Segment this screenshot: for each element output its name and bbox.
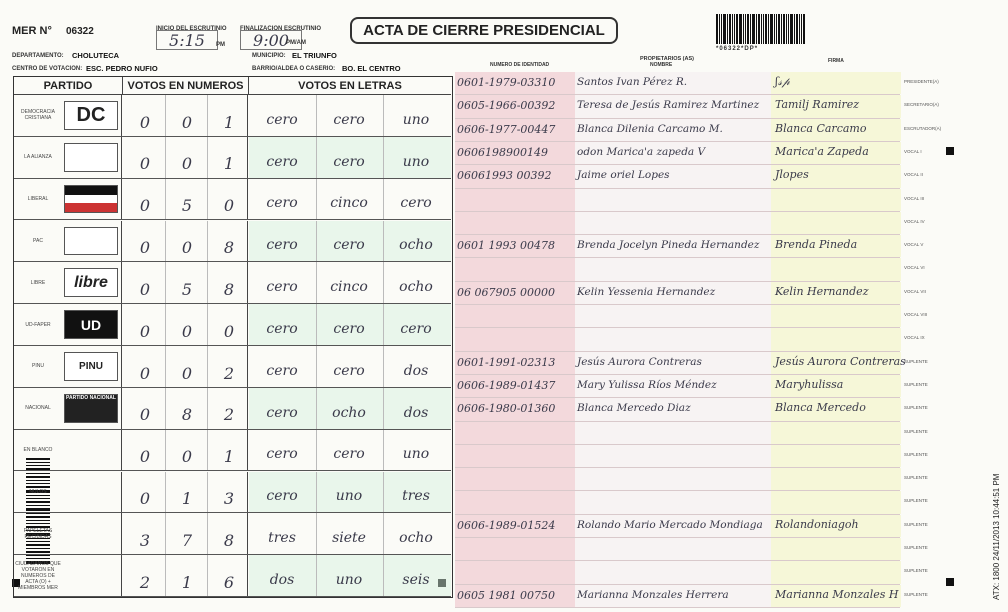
member-role: PRESIDENTE(A): [904, 79, 939, 84]
member-row: [455, 212, 900, 235]
member-row: [455, 165, 900, 188]
vote-digit: 1: [223, 447, 235, 467]
member-id: 0606-1989-01437: [457, 378, 556, 392]
vote-word: cero: [266, 488, 298, 505]
party-logo: [64, 227, 118, 256]
vote-word: dos: [403, 404, 429, 421]
id-cell: [455, 538, 575, 560]
member-row: [455, 235, 900, 258]
party-name: UD-FAPER: [25, 321, 51, 328]
vote-word: cero: [333, 362, 365, 379]
member-id: 0606-1989-01524: [457, 518, 556, 532]
party-logo: DC: [64, 101, 118, 130]
vote-digit: 1: [181, 572, 193, 592]
party-cell: [14, 555, 122, 596]
vote-digit: 0: [181, 321, 193, 341]
member-role: SUPLENTE: [904, 381, 928, 387]
vote-row: [14, 304, 451, 346]
member-id: 0606-1977-00447: [457, 122, 556, 136]
vote-digit: 0: [181, 112, 193, 132]
sign-cell: [771, 375, 901, 397]
member-id: 0601-1979-03310: [457, 76, 556, 89]
member-name: Kelin Yessenia Hernandez: [577, 285, 716, 298]
name-cell: [575, 375, 771, 397]
member-signature: Jesús Aurora Contreras: [775, 354, 906, 368]
member-signature: Blanca Carcamo: [775, 121, 867, 135]
sign-cell: [771, 305, 901, 327]
member-signature: Marianna Monzales H: [775, 587, 899, 601]
member-name: Jesús Aurora Contreras: [577, 355, 702, 368]
mer-label: MER N°: [12, 25, 52, 37]
vote-word: cero: [266, 362, 298, 379]
mer-number: 06322: [66, 26, 94, 37]
party-name: PAC: [33, 237, 43, 244]
vote-word: cero: [400, 195, 432, 212]
member-role: VOCAL III: [904, 195, 925, 201]
sign-cell: [771, 585, 901, 607]
name-cell: [575, 422, 771, 444]
member-name: Brenda Jocelyn Pineda Hernandez: [577, 239, 760, 252]
id-cell: [455, 305, 575, 327]
member-row: [455, 445, 900, 468]
vote-digit: 1: [223, 112, 235, 132]
party-name: NULOS: [29, 488, 47, 495]
vote-digit: 0: [139, 363, 151, 383]
name-cell: [575, 585, 771, 607]
vote-digit: 2: [223, 363, 235, 383]
propietarios-label: PROPIETARIOS (AS): [640, 56, 694, 62]
id-cell: [455, 515, 575, 537]
vote-word: uno: [335, 488, 363, 505]
party-name: EN BLANCO: [23, 447, 53, 454]
member-signature: ʃ𝓈𝓅: [775, 75, 790, 88]
member-row: [455, 398, 900, 421]
vote-word: cero: [400, 320, 432, 337]
start-time-value: 5:15: [156, 30, 218, 50]
sign-cell: [771, 422, 901, 444]
vote-digit: 0: [139, 489, 151, 509]
member-role: VOCAL VII: [904, 288, 926, 294]
barrio-label: BARRIO/ALDEA O CASERIO:: [252, 66, 336, 72]
sign-cell: [771, 142, 901, 164]
name-cell: [575, 119, 771, 141]
member-signature: Marica'a Zapeda: [775, 144, 869, 158]
sign-cell: [771, 282, 901, 304]
member-signature: Jlopes: [775, 168, 809, 182]
sign-cell: [771, 398, 901, 420]
member-id: 0606-1980-01360: [457, 402, 556, 416]
member-role: VOCAL VI: [904, 265, 925, 271]
member-signature: Rolandoniagoh: [775, 517, 859, 531]
vote-digit: 0: [139, 154, 151, 174]
vote-word: cero: [266, 446, 298, 463]
member-role: SUPLENTE: [904, 498, 928, 504]
vote-row: [14, 555, 451, 597]
sign-cell: [771, 445, 901, 467]
name-cell: [575, 165, 771, 187]
party-cell: [14, 262, 122, 303]
party-logo: PARTIDO NACIONAL: [64, 394, 118, 423]
sign-cell: [771, 515, 901, 537]
vote-word: dos: [403, 362, 429, 379]
vote-row: [14, 137, 451, 179]
sign-cell: [771, 72, 901, 94]
name-cell: [575, 468, 771, 490]
party-cell: [14, 513, 122, 554]
party-name: PAPELETAS RECIBIDAS: [23, 527, 53, 540]
vote-word: cero: [333, 446, 365, 463]
name-cell: [575, 398, 771, 420]
vote-word: uno: [335, 571, 363, 588]
party-name: NACIONAL: [25, 405, 51, 412]
member-id: 06 067905 00000: [457, 285, 555, 299]
member-signature: Brenda Pineda: [775, 238, 858, 252]
departamento-value: CHOLUTECA: [72, 51, 120, 60]
centro-value: ESC. PEDRO NUFIO: [86, 64, 158, 73]
sign-cell: [771, 561, 901, 583]
col-header-numeros: VOTOS EN NUMEROS: [123, 77, 249, 95]
vote-digit: 8: [223, 279, 235, 299]
member-role: SUPLENTE: [904, 451, 928, 457]
vote-digit: 5: [181, 196, 193, 216]
barcode-top: [716, 14, 806, 44]
registration-mark: [946, 578, 954, 586]
vote-word: tres: [268, 530, 296, 547]
party-cell: [14, 221, 122, 262]
vote-digit: 7: [181, 530, 193, 550]
member-role: VOCAL IV: [904, 218, 925, 224]
vote-word: cero: [266, 404, 298, 421]
member-name: Marianna Monzales Herrera: [577, 588, 729, 601]
vote-word: cero: [333, 153, 365, 170]
party-name: DEMOCRACIA CRISTIANA: [21, 109, 55, 122]
member-row: [455, 119, 900, 142]
col-header-letras: VOTOS EN LETRAS: [249, 77, 451, 95]
name-cell: [575, 235, 771, 257]
vote-digit: 2: [139, 572, 151, 592]
member-id: 0605 1981 00750: [457, 588, 555, 602]
document-title: ACTA DE CIERRE PRESIDENCIAL: [350, 17, 618, 44]
member-id: 06061993 00392: [457, 169, 552, 183]
party-logo: [64, 143, 118, 172]
member-row: [455, 328, 900, 351]
id-cell: [455, 352, 575, 374]
departamento-label: DEPARTAMENTO:: [12, 53, 64, 59]
sign-cell: [771, 468, 901, 490]
member-role: ESCRUTADOR(A): [904, 125, 942, 131]
municipio-label: MUNICIPIO:: [252, 53, 286, 59]
name-cell: [575, 538, 771, 560]
member-role: SUPLENTE: [904, 545, 928, 551]
nombre-label: NOMBRE: [650, 62, 673, 68]
member-signature: Maryhulissa: [775, 377, 844, 391]
vote-digit: 0: [181, 154, 193, 174]
id-cell: [455, 561, 575, 583]
id-cell: [455, 328, 575, 350]
name-cell: [575, 328, 771, 350]
vote-digit: 0: [181, 238, 193, 258]
party-name: LA ALIANZA: [24, 154, 52, 161]
vote-digit: 1: [223, 154, 235, 174]
vote-digit: 2: [223, 405, 235, 425]
member-role: VOCAL VIII: [904, 312, 928, 318]
start-ampm: PM: [216, 42, 225, 48]
name-cell: [575, 515, 771, 537]
member-row: [455, 282, 900, 305]
vote-row: [14, 388, 451, 430]
member-row: [455, 142, 900, 165]
vote-word: cero: [333, 320, 365, 337]
vote-row: [14, 95, 451, 137]
vote-row: [14, 221, 451, 263]
vote-digit: 8: [223, 238, 235, 258]
vote-word: cero: [266, 237, 298, 254]
id-cell: [455, 282, 575, 304]
vote-digit: 0: [139, 405, 151, 425]
vote-word: cero: [266, 111, 298, 128]
id-cell: [455, 258, 575, 280]
member-role: SUPLENTE: [904, 591, 928, 597]
vote-word: cero: [266, 153, 298, 170]
vote-word: cero: [333, 237, 365, 254]
col-header-partido: PARTIDO: [14, 77, 123, 95]
party-cell: [14, 346, 122, 387]
name-cell: [575, 95, 771, 117]
id-cell: [455, 72, 575, 94]
vote-word: uno: [402, 111, 430, 128]
member-row: [455, 561, 900, 584]
party-name: LIBERAL: [27, 196, 49, 203]
name-cell: [575, 445, 771, 467]
party-cell: [14, 472, 122, 513]
id-cell: [455, 235, 575, 257]
member-name: Jaime oriel Lopes: [577, 169, 670, 182]
registration-mark: [946, 147, 954, 155]
centro-label: CENTRO DE VOTACION:: [12, 66, 83, 72]
member-signature: Tamilj Ramirez: [775, 98, 860, 112]
member-name: Rolando Mario Mercado Mondiaga: [577, 518, 763, 531]
vote-digit: 3: [223, 489, 235, 509]
party-cell: [14, 179, 122, 220]
member-row: [455, 538, 900, 561]
member-row: [455, 375, 900, 398]
id-cell: [455, 165, 575, 187]
vote-word: uno: [402, 446, 430, 463]
member-role: SUPLENTE: [904, 428, 928, 434]
vote-word: ocho: [332, 404, 366, 421]
vote-word: uno: [402, 153, 430, 170]
vote-digit: 8: [223, 530, 235, 550]
firma-label: FIRMA: [828, 58, 844, 64]
vote-word: seis: [402, 571, 430, 588]
vote-row: [14, 179, 451, 221]
member-name: Mary Yulissa Ríos Méndez: [577, 378, 717, 391]
numero-identidad-label: NUMERO DE IDENTIDAD: [490, 62, 550, 68]
party-logo: libre: [64, 268, 118, 297]
party-cell: [14, 95, 122, 136]
member-name: odon Marica'a zapeda V: [577, 145, 706, 158]
sign-cell: [771, 189, 901, 211]
vote-row: [14, 346, 451, 388]
vote-digit: 0: [139, 447, 151, 467]
vote-digit: 5: [181, 279, 193, 299]
sign-cell: [771, 212, 901, 234]
name-cell: [575, 212, 771, 234]
member-id: 0601-1991-02313: [457, 355, 556, 369]
member-role: SUPLENTE: [904, 475, 928, 481]
member-row: [455, 422, 900, 445]
member-name: Teresa de Jesús Ramirez Martinez: [577, 99, 760, 112]
member-role: SUPLENTE: [904, 568, 928, 574]
mesa-members-list: [455, 62, 906, 602]
timestamp-stamp: ATX: 1800 24/11/2013 10:44:51 PM: [992, 473, 1001, 600]
vote-digit: 8: [181, 405, 193, 425]
sign-cell: [771, 235, 901, 257]
id-cell: [455, 468, 575, 490]
vote-word: tres: [402, 488, 430, 505]
sign-cell: [771, 258, 901, 280]
vote-digit: 0: [139, 196, 151, 216]
sign-cell: [771, 165, 901, 187]
member-row: [455, 258, 900, 281]
member-role: VOCAL I: [904, 148, 922, 154]
vote-digit: 0: [223, 321, 235, 341]
member-name: Blanca Mercedo Diaz: [577, 402, 691, 415]
member-role: SECRETARIO(A): [904, 102, 939, 108]
member-row: [455, 515, 900, 538]
vote-digit: 0: [139, 279, 151, 299]
vote-digit: 0: [139, 112, 151, 132]
id-cell: [455, 422, 575, 444]
vote-word: ocho: [399, 530, 433, 547]
party-name: CIUDADANOS QUE VOTARON EN NUMEROS DE ACTA (O) + MIEMBROS MER: [15, 560, 61, 591]
member-name: Blanca Dilenia Carcamo M.: [577, 122, 723, 135]
barrio-value: BO. EL CENTRO: [342, 64, 401, 73]
party-logo: PINU: [64, 352, 118, 381]
member-row: [455, 72, 900, 95]
member-id: 0606198900149: [457, 145, 548, 159]
name-cell: [575, 258, 771, 280]
vote-word: cero: [266, 195, 298, 212]
id-cell: [455, 398, 575, 420]
member-role: VOCAL V: [904, 242, 924, 248]
end-time-label: FINALIZACION ESCRUTINIO: [240, 26, 321, 32]
vote-digit: 0: [181, 363, 193, 383]
name-cell: [575, 72, 771, 94]
vote-digit: 0: [223, 196, 235, 216]
member-row: [455, 491, 900, 514]
party-name: PINU: [32, 363, 44, 370]
name-cell: [575, 352, 771, 374]
member-id: 0605-1966-00392: [457, 99, 556, 113]
party-cell: [14, 388, 122, 429]
name-cell: [575, 189, 771, 211]
vote-word: cero: [266, 320, 298, 337]
vote-digit: 3: [139, 530, 151, 550]
votes-table: [13, 76, 453, 598]
party-name: LIBRE: [30, 279, 46, 286]
member-row: [455, 305, 900, 328]
end-time-value: 9:00: [240, 30, 302, 50]
id-cell: [455, 445, 575, 467]
name-cell: [575, 282, 771, 304]
party-cell: [14, 430, 122, 471]
vote-word: ocho: [399, 279, 433, 296]
member-name: Santos Ivan Pérez R.: [577, 76, 688, 88]
member-role: SUPLENTE: [904, 405, 928, 411]
vote-digit: 0: [139, 321, 151, 341]
party-logo: UD: [64, 310, 118, 339]
sign-cell: [771, 538, 901, 560]
vote-word: cero: [266, 279, 298, 296]
id-cell: [455, 375, 575, 397]
party-cell: [14, 304, 122, 345]
id-cell: [455, 189, 575, 211]
party-logo: [64, 185, 118, 214]
start-time-label: INICIO DEL ESCRUTINIO: [156, 26, 227, 32]
member-row: [455, 585, 900, 608]
member-row: [455, 95, 900, 118]
vote-word: cinco: [330, 279, 368, 296]
vote-word: cero: [333, 111, 365, 128]
member-signature: Blanca Mercedo: [775, 401, 866, 415]
sign-cell: [771, 95, 901, 117]
name-cell: [575, 142, 771, 164]
member-row: [455, 468, 900, 491]
sign-cell: [771, 352, 906, 374]
sign-cell: [771, 119, 901, 141]
vote-row: [14, 472, 451, 514]
vote-digit: 0: [181, 447, 193, 467]
name-cell: [575, 305, 771, 327]
vote-row: [14, 430, 451, 472]
vote-digit: 0: [139, 238, 151, 258]
member-role: SUPLENTE: [904, 521, 928, 527]
member-role: VOCAL IX: [904, 335, 925, 341]
vote-digit: 1: [181, 489, 193, 509]
barcode-text: *06322*DP*: [716, 46, 759, 52]
id-cell: [455, 95, 575, 117]
member-role: SUPLENTE: [904, 358, 928, 364]
member-row: [455, 352, 906, 375]
name-cell: [575, 561, 771, 583]
vote-digit: 6: [223, 572, 235, 592]
sign-cell: [771, 328, 901, 350]
id-cell: [455, 119, 575, 141]
vote-row: [14, 262, 451, 304]
municipio-value: EL TRIUNFO: [292, 51, 337, 60]
vote-word: dos: [269, 571, 295, 588]
member-id: 0601 1993 00478: [457, 239, 555, 253]
vote-word: ocho: [399, 237, 433, 254]
id-cell: [455, 212, 575, 234]
end-ampm: PM/AM: [286, 40, 306, 46]
vote-word: siete: [332, 530, 366, 547]
id-cell: [455, 142, 575, 164]
vote-word: cinco: [330, 195, 368, 212]
id-cell: [455, 491, 575, 513]
vote-row: [14, 513, 451, 555]
sign-cell: [771, 491, 901, 513]
member-signature: Kelin Hernandez: [775, 284, 869, 298]
party-cell: [14, 137, 122, 178]
id-cell: [455, 585, 575, 607]
member-row: [455, 189, 900, 212]
name-cell: [575, 491, 771, 513]
member-role: VOCAL II: [904, 172, 923, 178]
